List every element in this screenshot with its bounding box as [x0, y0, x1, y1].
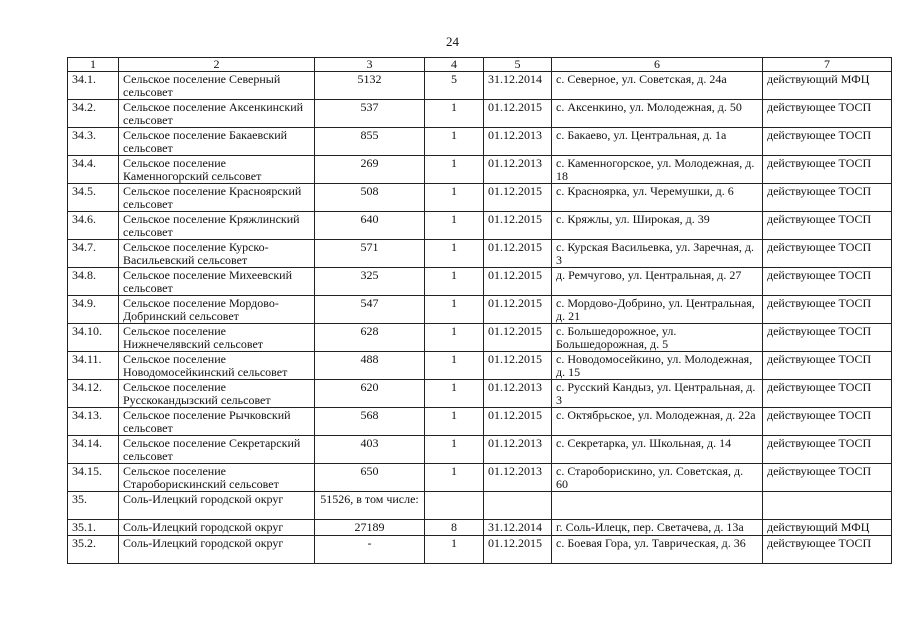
- row-number: 34.10.: [68, 324, 119, 352]
- row-number: 34.8.: [68, 268, 119, 296]
- windows-count: 8: [425, 520, 484, 536]
- row-number: 34.14.: [68, 436, 119, 464]
- table-row: [68, 156, 892, 184]
- municipality-name: Сельское поселение Аксенкинский сельсовет: [119, 100, 315, 128]
- windows-count: 1: [425, 184, 484, 212]
- office-status: действующее ТОСП: [763, 536, 892, 564]
- column-header-7: 7: [763, 58, 892, 72]
- windows-count: 5: [425, 72, 484, 100]
- table-row: [68, 464, 892, 492]
- municipality-name: Сельское поселение Кряжлинский сельсовет: [119, 212, 315, 240]
- opening-date: 01.12.2013: [484, 156, 552, 184]
- row-number: 34.13.: [68, 408, 119, 436]
- population-count: 620: [315, 380, 425, 408]
- column-header-4: 4: [425, 58, 484, 72]
- office-address: д. Ремчугово, ул. Центральная, д. 27: [552, 268, 763, 296]
- row-number: 34.3.: [68, 128, 119, 156]
- office-address: с. Аксенкино, ул. Молодежная, д. 50: [552, 100, 763, 128]
- office-address: с. Большедорожное, ул. Большедорожная, д. 5: [552, 324, 763, 352]
- windows-count: 1: [425, 268, 484, 296]
- municipality-name: Сельское поселение Красноярский сельсовет: [119, 184, 315, 212]
- population-count: 488: [315, 352, 425, 380]
- office-status: действующее ТОСП: [763, 100, 892, 128]
- windows-count: [425, 492, 484, 520]
- population-count: 650: [315, 464, 425, 492]
- table-row: [68, 380, 892, 408]
- table-row: [68, 212, 892, 240]
- row-number: 34.6.: [68, 212, 119, 240]
- row-number: 34.12.: [68, 380, 119, 408]
- office-status: действующее ТОСП: [763, 352, 892, 380]
- office-address: с. Бакаево, ул. Центральная, д. 1а: [552, 128, 763, 156]
- office-address: с. Красноярка, ул. Черемушки, д. 6: [552, 184, 763, 212]
- population-count: 568: [315, 408, 425, 436]
- office-address: с. Боевая Гора, ул. Таврическая, д. 36: [552, 536, 763, 564]
- office-status: действующий МФЦ: [763, 72, 892, 100]
- column-header-1: 1: [68, 58, 119, 72]
- population-count: 508: [315, 184, 425, 212]
- table-row: [68, 240, 892, 268]
- office-status: действующее ТОСП: [763, 268, 892, 296]
- office-address: с. Октябрьское, ул. Молодежная, д. 22а: [552, 408, 763, 436]
- row-number: 34.15.: [68, 464, 119, 492]
- population-count: 27189: [315, 520, 425, 536]
- page-number: 24: [446, 34, 459, 49]
- population-count: 547: [315, 296, 425, 324]
- table-header: [68, 58, 892, 72]
- population-count: -: [315, 536, 425, 564]
- row-number: 34.9.: [68, 296, 119, 324]
- windows-count: 1: [425, 324, 484, 352]
- population-count: 855: [315, 128, 425, 156]
- office-address: с. Русский Кандыз, ул. Центральная, д. 3: [552, 380, 763, 408]
- opening-date: 01.12.2013: [484, 464, 552, 492]
- windows-count: 1: [425, 296, 484, 324]
- office-status: действующее ТОСП: [763, 324, 892, 352]
- population-count: 403: [315, 436, 425, 464]
- row-number: 35.2.: [68, 536, 119, 564]
- municipality-name: Сельское поселение Новодомосейкинский сельсовет: [119, 352, 315, 380]
- opening-date: 01.12.2015: [484, 296, 552, 324]
- table-row: [68, 128, 892, 156]
- row-number: 34.1.: [68, 72, 119, 100]
- municipality-name: Сельское поселение Мордово-Добринский сельсовет: [119, 296, 315, 324]
- opening-date: 01.12.2015: [484, 352, 552, 380]
- municipality-name: Соль-Илецкий городской округ: [119, 492, 315, 520]
- windows-count: 1: [425, 464, 484, 492]
- population-count: 537: [315, 100, 425, 128]
- windows-count: 1: [425, 380, 484, 408]
- population-count: 571: [315, 240, 425, 268]
- row-number: 35.1.: [68, 520, 119, 536]
- office-address: с. Каменногорское, ул. Молодежная, д. 18: [552, 156, 763, 184]
- windows-count: 1: [425, 100, 484, 128]
- municipality-name: Сельское поселение Нижнечелявский сельсовет: [119, 324, 315, 352]
- municipality-name: Сельское поселение Староборискинский сельсовет: [119, 464, 315, 492]
- table-row: [68, 184, 892, 212]
- opening-date: 01.12.2015: [484, 212, 552, 240]
- office-status: действующее ТОСП: [763, 128, 892, 156]
- table-row: [68, 72, 892, 100]
- table-row: [68, 296, 892, 324]
- column-header-5: 5: [484, 58, 552, 72]
- municipality-name: Сельское поселение Северный сельсовет: [119, 72, 315, 100]
- office-status: [763, 492, 892, 520]
- office-address: с. Староборискино, ул. Советская, д. 60: [552, 464, 763, 492]
- column-header-6: 6: [552, 58, 763, 72]
- office-address: с. Северное, ул. Советская, д. 24а: [552, 72, 763, 100]
- population-count: 640: [315, 212, 425, 240]
- office-status: действующее ТОСП: [763, 380, 892, 408]
- municipality-name: Сельское поселение Русскокандызский сельсовет: [119, 380, 315, 408]
- opening-date: 01.12.2015: [484, 100, 552, 128]
- table-body: [68, 72, 892, 564]
- population-count: 628: [315, 324, 425, 352]
- population-count: 325: [315, 268, 425, 296]
- opening-date: 01.12.2015: [484, 324, 552, 352]
- population-count: 5132: [315, 72, 425, 100]
- municipality-name: Соль-Илецкий городской округ: [119, 536, 315, 564]
- municipality-name: Сельское поселение Каменногорский сельсовет: [119, 156, 315, 184]
- office-status: действующее ТОСП: [763, 240, 892, 268]
- office-status: действующее ТОСП: [763, 156, 892, 184]
- windows-count: 1: [425, 156, 484, 184]
- table-row: [68, 436, 892, 464]
- municipality-name: Сельское поселение Курско-Васильевский сельсовет: [119, 240, 315, 268]
- windows-count: 1: [425, 212, 484, 240]
- office-status: действующее ТОСП: [763, 464, 892, 492]
- office-address: с. Кряжлы, ул. Широкая, д. 39: [552, 212, 763, 240]
- office-address: с. Курская Васильевка, ул. Заречная, д. 3: [552, 240, 763, 268]
- header-row: [68, 58, 892, 72]
- opening-date: 01.12.2013: [484, 380, 552, 408]
- windows-count: 1: [425, 408, 484, 436]
- table-row: [68, 352, 892, 380]
- windows-count: 1: [425, 128, 484, 156]
- table-row: [68, 324, 892, 352]
- municipality-name: Сельское поселение Рычковский сельсовет: [119, 408, 315, 436]
- office-address: [552, 492, 763, 520]
- opening-date: 01.12.2013: [484, 128, 552, 156]
- table-row: [68, 268, 892, 296]
- municipality-name: Сельское поселение Михеевский сельсовет: [119, 268, 315, 296]
- office-status: действующее ТОСП: [763, 436, 892, 464]
- windows-count: 1: [425, 436, 484, 464]
- table-row: [68, 520, 892, 536]
- row-number: 35.: [68, 492, 119, 520]
- windows-count: 1: [425, 536, 484, 564]
- population-count: 269: [315, 156, 425, 184]
- municipality-name: Сельское поселение Бакаевский сельсовет: [119, 128, 315, 156]
- office-address: с. Мордово-Добрино, ул. Центральная, д. 21: [552, 296, 763, 324]
- table-row: [68, 536, 892, 564]
- office-address: с. Новодомосейкино, ул. Молодежная, д. 15: [552, 352, 763, 380]
- table-row: [68, 492, 892, 520]
- column-header-3: 3: [315, 58, 425, 72]
- office-status: действующее ТОСП: [763, 212, 892, 240]
- opening-date: 31.12.2014: [484, 72, 552, 100]
- row-number: 34.2.: [68, 100, 119, 128]
- municipality-name: Соль-Илецкий городской округ: [119, 520, 315, 536]
- opening-date: 01.12.2015: [484, 536, 552, 564]
- opening-date: [484, 492, 552, 520]
- windows-count: 1: [425, 352, 484, 380]
- windows-count: 1: [425, 240, 484, 268]
- table-row: [68, 100, 892, 128]
- opening-date: 01.12.2015: [484, 240, 552, 268]
- office-status: действующее ТОСП: [763, 296, 892, 324]
- opening-date: 01.12.2015: [484, 408, 552, 436]
- municipality-name: Сельское поселение Секретарский сельсовет: [119, 436, 315, 464]
- column-header-2: 2: [119, 58, 315, 72]
- office-address: г. Соль-Илецк, пер. Светачева, д. 13а: [552, 520, 763, 536]
- opening-date: 01.12.2013: [484, 436, 552, 464]
- office-status: действующее ТОСП: [763, 184, 892, 212]
- row-number: 34.4.: [68, 156, 119, 184]
- opening-date: 01.12.2015: [484, 268, 552, 296]
- population-count: 51526, в том числе:: [315, 492, 425, 520]
- row-number: 34.5.: [68, 184, 119, 212]
- row-number: 34.11.: [68, 352, 119, 380]
- opening-date: 01.12.2015: [484, 184, 552, 212]
- office-address: с. Секретарка, ул. Школьная, д. 14: [552, 436, 763, 464]
- mfc-registry-table: [67, 57, 892, 564]
- office-status: действующий МФЦ: [763, 520, 892, 536]
- office-status: действующее ТОСП: [763, 408, 892, 436]
- table-row: [68, 408, 892, 436]
- row-number: 34.7.: [68, 240, 119, 268]
- opening-date: 31.12.2014: [484, 520, 552, 536]
